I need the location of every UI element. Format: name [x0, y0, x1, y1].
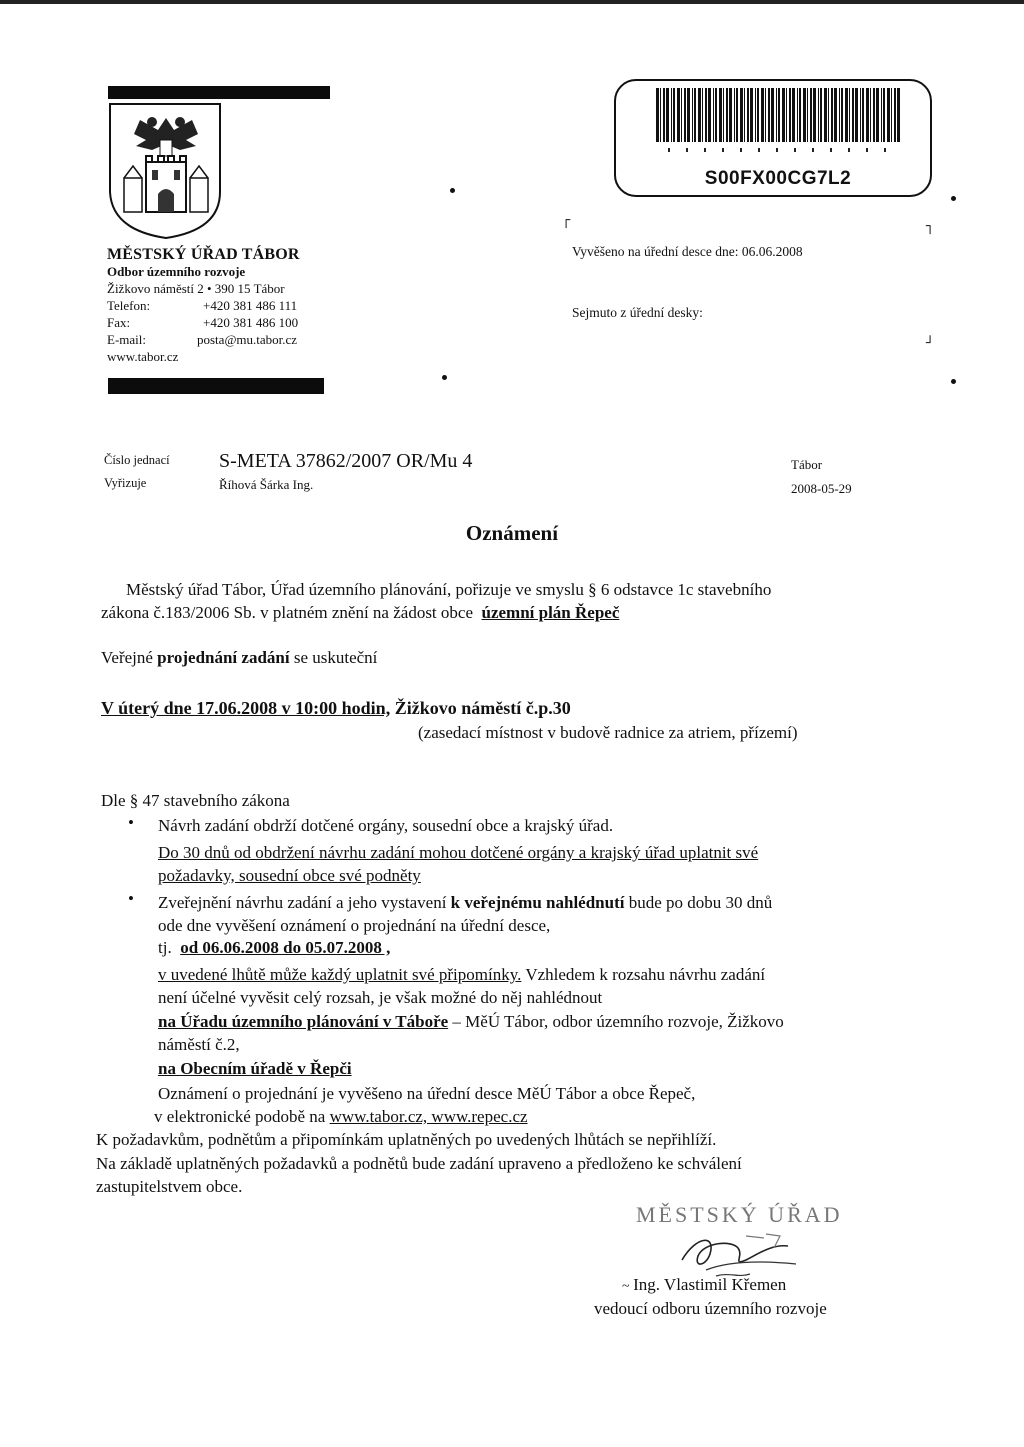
sender-block — [107, 246, 300, 365]
email-label: E-mail: — [107, 332, 146, 347]
hearing-prefix: Veřejné — [101, 648, 153, 667]
bullet-2-l6-rest: – MěÚ Tábor, odbor územního rozvoje, Žižkovo — [452, 1012, 784, 1031]
barcode-bar — [897, 88, 900, 142]
reference-number-label: Číslo jednací — [104, 453, 170, 467]
barcode-bar — [849, 88, 850, 142]
barcode-bar — [887, 88, 890, 142]
page-top-edge — [0, 0, 1024, 4]
barcode-bar — [810, 88, 812, 142]
barcode-bar — [894, 88, 896, 142]
bullet-2-line-4 — [158, 963, 765, 986]
intro-line-2 — [101, 601, 619, 624]
barcode-bar — [729, 88, 732, 142]
sender-department: Odbor územního rozvoje — [107, 264, 246, 279]
posted-date: 06.06.2008 — [741, 244, 803, 259]
punch-dot — [951, 196, 956, 201]
barcode-bar — [824, 88, 827, 142]
bullet-1-line-1: Návrh zadání obdrží dotčené orgány, sousední obce a krajský úřad. — [158, 816, 614, 835]
sender-email-row — [107, 331, 300, 348]
intro-line-2-text: zákona č.183/2006 Sb. v platném znění na žádost obce — [101, 603, 473, 622]
barcode-tick — [830, 148, 832, 152]
signer-name: ~ Ing. Vlastimil Křemen — [622, 1275, 787, 1294]
barcode-bar — [757, 88, 759, 142]
barcode-tick — [812, 148, 814, 152]
bullet-2-l1-suffix: bude po dobu 30 dnů — [628, 893, 773, 912]
barcode-tick — [848, 148, 850, 152]
sender-address: Žižkovo náměstí 2 • 390 15 Tábor — [107, 281, 285, 296]
barcode-bar — [782, 88, 785, 142]
barcode-bar — [883, 88, 885, 142]
barcode-bar — [771, 88, 774, 142]
publication-period: od 06.06.2008 do 05.07.2008 , — [180, 938, 391, 957]
bullet-2-l4-underlined: v uvedené lhůtě může každý uplatnit své připomínky. — [158, 965, 522, 984]
barcode-tick — [884, 148, 886, 152]
bullet-1-line-2: Do 30 dnů od obdržení návrhu zadání mohou dotčené orgány a krajský úřad uplatnit své — [158, 843, 759, 862]
barcode-bar — [705, 88, 707, 142]
barcode-bar — [876, 88, 879, 142]
bullet-2-line-5: není účelné vyvěsit celý rozsah, je však možné do něj nahlédnout — [158, 988, 603, 1007]
barcode-bar — [831, 88, 833, 142]
city-crest-icon — [106, 100, 226, 240]
bullet-1-line-3: požadavky, sousední obce své podněty — [158, 866, 421, 885]
planning-office-location: na Úřadu územního plánování v Táboře — [158, 1012, 449, 1031]
barcode-bar — [671, 88, 672, 142]
bullet-2-marker: • — [128, 889, 134, 908]
barcode-bar — [702, 88, 703, 142]
barcode-bar — [862, 88, 864, 142]
hearing-location: Žižkovo náměstí č.p.30 — [394, 698, 571, 718]
barcode-bar — [891, 88, 892, 142]
punch-dot — [442, 375, 447, 380]
office-stamp: MĚSTSKÝ ÚŘAD — [636, 1202, 843, 1227]
barcode-bar — [776, 88, 777, 142]
signer-role: vedoucí odboru územního rozvoje — [594, 1299, 827, 1318]
bullet-2-l4-rest: Vzhledem k rozsahu návrhu zadání — [525, 965, 766, 984]
sender-website[interactable]: www.tabor.cz — [107, 349, 179, 364]
barcode-bar — [778, 88, 780, 142]
barcode-tick — [722, 148, 724, 152]
corner-mark-top-left: ┌ — [562, 213, 571, 229]
barcode-bar — [866, 88, 869, 142]
hearing-suffix: se uskuteční — [293, 648, 378, 667]
barcode-bar — [736, 88, 738, 142]
bullet-1-marker: • — [128, 813, 134, 832]
sender-fax-row — [107, 314, 300, 331]
barcode-bar — [761, 88, 764, 142]
barcode-bar — [660, 88, 661, 142]
phone-label: Telefon: — [107, 298, 151, 313]
barcode-tick — [668, 148, 670, 152]
barcode-bar — [860, 88, 861, 142]
barcode-tick — [794, 148, 796, 152]
barcode-bar — [828, 88, 829, 142]
barcode-bar — [768, 88, 770, 142]
barcode-bar — [834, 88, 837, 142]
barcode-bar — [839, 88, 840, 142]
barcode-bar — [755, 88, 756, 142]
municipal-office-location: na Obecním úřadě v Řepči — [158, 1059, 352, 1078]
fax-value: +420 381 486 100 — [203, 315, 299, 330]
bullet-2-l3-prefix: tj. — [158, 938, 172, 957]
barcode-bar — [799, 88, 801, 142]
barcode-bar — [663, 88, 665, 142]
bullet-2-line-1 — [158, 891, 772, 914]
law-reference: Dle § 47 stavebního zákona — [101, 791, 290, 810]
barcode-bar — [723, 88, 724, 142]
barcode-bar — [656, 88, 659, 142]
barcode-bar — [792, 88, 795, 142]
hearing-announcement — [101, 646, 377, 669]
hearing-emph: projednání zadání — [157, 648, 290, 667]
phone-value: +420 381 486 111 — [203, 298, 298, 313]
corner-mark-top-right: ┐ — [926, 219, 935, 235]
barcode-bar — [715, 88, 717, 142]
email-value[interactable]: posta@mu.tabor.cz — [197, 332, 298, 347]
corner-mark-bottom-right: ┘ — [926, 336, 935, 352]
barcode-bar — [797, 88, 798, 142]
document-title: Oznámení — [465, 521, 559, 545]
punch-dot — [951, 379, 956, 384]
barcode-tick — [776, 148, 778, 152]
barcode-bar — [750, 88, 753, 142]
fax-label: Fax: — [107, 315, 131, 330]
document-place: Tábor — [791, 457, 823, 472]
barcode-bar — [841, 88, 843, 142]
posted-on-notice-board — [572, 244, 803, 260]
barcode-bar — [786, 88, 787, 142]
removed-from-notice-board: Sejmuto z úřední desky: — [572, 305, 703, 320]
barcode-bar — [855, 88, 858, 142]
barcode-bar — [740, 88, 743, 142]
bullet-2-line-9: Oznámení o projednání je vyvěšeno na úřední desce MěÚ Tábor a obce Řepeč, — [158, 1084, 696, 1103]
signer-name-text: Ing. Vlastimil Křemen — [633, 1275, 787, 1294]
barcode-bar — [734, 88, 735, 142]
sender-phone-row — [107, 297, 300, 314]
barcode-tick — [704, 148, 706, 152]
barcode-icon — [654, 88, 902, 154]
bullet-2-l1-emph: k veřejnému nahlédnutí — [450, 893, 625, 912]
barcode-bar — [677, 88, 680, 142]
barcode-bar — [789, 88, 791, 142]
intro-line-1: Městský úřad Tábor, Úřad územního plánování, pořizuje ve smyslu § 6 odstavce 1c stavebního — [126, 580, 772, 599]
barcode-bar — [694, 88, 696, 142]
website-links[interactable]: www.tabor.cz, www.repec.cz — [329, 1107, 528, 1126]
reference-number: S-META 37862/2007 OR/Mu 4 — [219, 450, 473, 472]
handler-label: Vyřizuje — [104, 476, 147, 490]
closing-line-3: zastupitelstvem obce. — [96, 1177, 243, 1196]
hearing-room: (zasedací místnost v budově radnice za atriem, přízemí) — [418, 723, 798, 742]
barcode-bar — [747, 88, 749, 142]
barcode-number: S00FX00CG7L2 — [704, 168, 852, 189]
document-date: 2008-05-29 — [791, 481, 852, 496]
barcode-bar — [726, 88, 728, 142]
barcode-bar — [692, 88, 693, 142]
barcode-bar — [803, 88, 806, 142]
barcode-bar — [852, 88, 854, 142]
barcode-tick — [686, 148, 688, 152]
barcode-bar — [873, 88, 875, 142]
barcode-bar — [713, 88, 714, 142]
barcode-bar — [870, 88, 871, 142]
intro-plan-name: územní plán Řepeč — [481, 603, 620, 622]
bullet-2-line-2: ode dne vyvěšení oznámení o projednání na úřední desce, — [158, 916, 551, 935]
barcode-tick — [758, 148, 760, 152]
hearing-datetime-line — [101, 697, 571, 720]
sender-org-name: MĚSTSKÝ ÚŘAD TÁBOR — [107, 246, 300, 263]
barcode-bar — [820, 88, 822, 142]
bullet-2-line-3 — [158, 936, 390, 959]
closing-line-1: K požadavkům, podnětům a připomínkám uplatněných po uvedených lhůtách se nepřihlíží. — [96, 1130, 717, 1149]
bullet-2-line-7: náměstí č.2, — [158, 1035, 240, 1054]
bullet-2-line-6 — [158, 1010, 784, 1033]
barcode-tick — [740, 148, 742, 152]
bullet-2-l1-prefix: Zveřejnění návrhu zadání a jeho vystavení — [158, 893, 447, 912]
barcode-bar — [765, 88, 766, 142]
barcode-bar — [881, 88, 882, 142]
barcode-bar — [813, 88, 816, 142]
barcode-bar — [666, 88, 669, 142]
punch-dot — [450, 188, 455, 193]
barcode-bar — [807, 88, 808, 142]
barcode-bar — [684, 88, 686, 142]
barcode-bar — [673, 88, 675, 142]
letterhead-top-bar — [108, 86, 330, 99]
barcode-bar — [708, 88, 711, 142]
letterhead-bottom-bar — [108, 378, 324, 394]
signature-icon — [676, 1226, 806, 1282]
barcode-bar — [687, 88, 690, 142]
closing-line-2: Na základě uplatněných požadavků a podnětů bude zadání upraveno a předloženo ke schválení — [96, 1154, 742, 1173]
barcode-tick — [866, 148, 868, 152]
barcode-bar — [818, 88, 819, 142]
barcode-bar — [719, 88, 722, 142]
posted-label: Vyvěšeno na úřední desce dne: — [572, 244, 739, 259]
bullet-2-line-10 — [154, 1105, 528, 1128]
barcode-bar — [681, 88, 682, 142]
hearing-datetime: V úterý dne 17.06.2008 v 10:00 hodin, — [101, 698, 391, 718]
bullet-2-l10-prefix: v elektronické podobě na — [154, 1107, 326, 1126]
barcode-bar — [698, 88, 701, 142]
handler-name: Říhová Šárka Ing. — [219, 477, 314, 492]
barcode-bar — [845, 88, 848, 142]
barcode-bar — [744, 88, 745, 142]
